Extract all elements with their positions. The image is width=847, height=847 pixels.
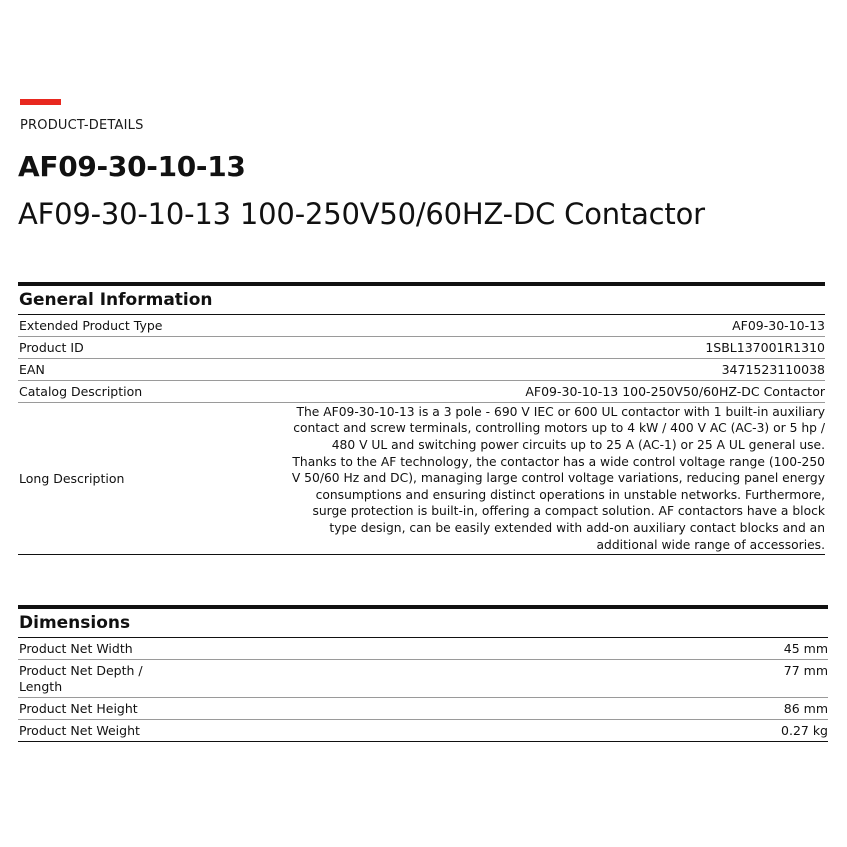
table-row	[18, 720, 828, 742]
row-value: 86 mm	[783, 701, 828, 716]
row-label: Long Description	[19, 471, 125, 486]
table-row	[18, 315, 825, 337]
product-code: AF09-30-10-13	[18, 150, 246, 183]
row-label: Product Net Height	[19, 701, 138, 716]
row-label: Extended Product Type	[19, 318, 163, 333]
product-title: AF09-30-10-13 100-250V50/60HZ-DC Contactor	[18, 197, 705, 231]
row-label: Product Net Width	[19, 641, 133, 656]
accent-bar	[20, 99, 61, 105]
table-row	[18, 381, 825, 403]
table-row	[18, 359, 825, 381]
row-value: AF09-30-10-13	[732, 318, 825, 333]
dimensions-table	[18, 605, 828, 742]
row-label: Product Net Weight	[19, 723, 140, 738]
table-row	[18, 337, 825, 359]
long-description-text: The AF09-30-10-13 is a 3 pole - 690 V IEC or 600 UL contactor with 1 built-in auxiliary contact and screw terminals, controlling motors up to 4 kW / 400 V AC (AC-3) or 5 hp / 480 V UL and switching power circuits up to 25 A (AC-1) or 25 A UL general use. Thanks to the AF technology, the contactor has a wide control voltage range (100-250 V 50/60 Hz and DC), managing large control voltage variations, reducing panel energy consumptions and ensuring distinct operations in unstable networks. Furthermore, surge protection is built-in, offering a compact solution. AF contactors have a block type design, can be easily extended with add-on auxiliary contact blocks and an additional wide range of accessories.	[291, 404, 825, 552]
row-label: Product Net Depth / Length	[19, 663, 143, 694]
row-value: 45 mm	[783, 641, 828, 656]
row-value: 77 mm	[783, 663, 828, 678]
general-information-table	[18, 282, 825, 555]
table-row	[18, 638, 828, 660]
dimensions-heading: Dimensions	[18, 609, 828, 638]
row-label: Product ID	[19, 340, 84, 355]
table-row	[18, 660, 828, 698]
row-value: 0.27 kg	[781, 723, 828, 738]
row-label: Catalog Description	[19, 384, 143, 399]
row-label: EAN	[19, 362, 45, 377]
section-tag: PRODUCT-DETAILS	[20, 118, 144, 133]
row-value: 1SBL137001R1310	[705, 340, 825, 355]
row-value: AF09-30-10-13 100-250V50/60HZ-DC Contactor	[525, 384, 825, 399]
table-row	[18, 698, 828, 720]
table-row	[18, 403, 825, 555]
general-information-heading: General Information	[18, 286, 825, 315]
row-value: 3471523110038	[721, 362, 825, 377]
